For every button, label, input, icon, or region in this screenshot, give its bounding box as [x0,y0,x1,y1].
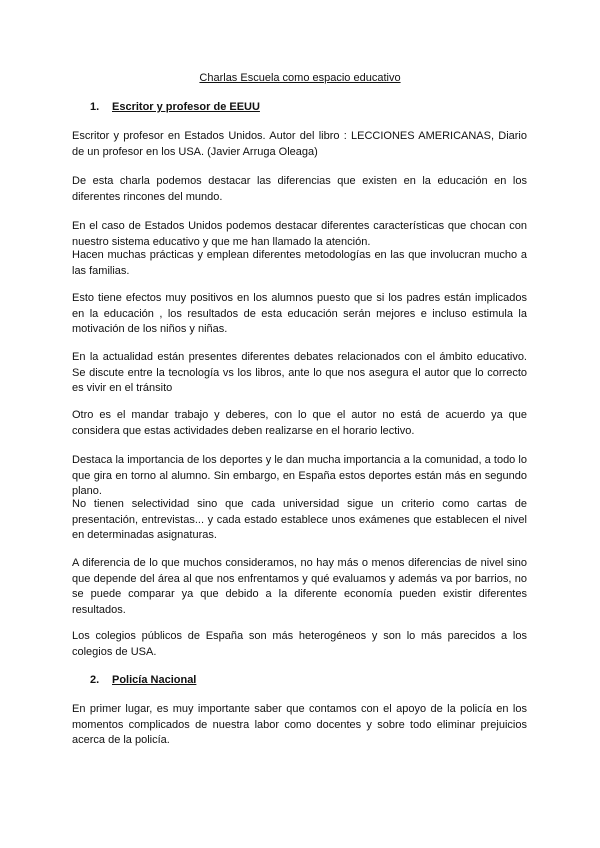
paragraph: No tienen selectividad sino que cada universidad sigue un criterio como cartas de presentación, entrevistas... y cada estado establece unos exámenes que establecen el nivel en determinadas asignaturas. [72,498,527,541]
paragraph: A diferencia de lo que muchos consideramos, no hay más o menos diferencias de nivel sino que depende del área al que nos enfrentamos y qué evaluamos y además va por barrios, no se puede comparar ya que debido a la diferente economía pueden existir diferentes resultados. [72,557,527,616]
paragraph: En la actualidad están presentes diferentes debates relacionados con el ámbito educativo. Se discute entre la tecnología vs los libros, ante lo que nos asegura el autor que lo correcto es vivir en el tránsito [72,351,527,394]
document-title: Charlas Escuela como espacio educativo [199,72,401,84]
section-number: 1. [90,101,100,113]
paragraph: Esto tiene efectos muy positivos en los alumnos puesto que si los padres están implicados en la educación , los resultados de esta educación serán mejores e incluso estimula la motivación de los niños y niñas. [72,292,527,335]
paragraph: En el caso de Estados Unidos podemos destacar diferentes características que chocan con nuestro sistema educativo y que me han llamado la atención. [72,220,527,248]
section-heading-1 [90,101,260,113]
paragraph: Hacen muchas prácticas y emplean diferentes metodologías en las que involucran mucho a las familias. [72,249,527,277]
paragraph: Otro es el mandar trabajo y deberes, con lo que el autor no está de acuerdo ya que considera que estas actividades deben realizarse en el horario lectivo. [72,409,527,437]
section-title: Escritor y profesor de EEUU [112,101,260,113]
paragraph: Escritor y profesor en Estados Unidos. Autor del libro : LECCIONES AMERICANAS, Diario de un profesor en los USA. (Javier Arruga Oleaga) [72,130,527,158]
paragraph: Los colegios públicos de España son más heterogéneos y son lo más parecidos a los colegios de USA. [72,630,527,658]
section-number: 2. [90,674,100,686]
section-title: Policía Nacional [112,674,197,686]
section-heading-2 [90,674,196,686]
paragraph: Destaca la importancia de los deportes y le dan mucha importancia a la comunidad, a todo lo que gira en torno al alumno. Sin embargo, en España estos deportes están más en segundo plano. [72,454,527,497]
paragraph: De esta charla podemos destacar las diferencias que existen en la educación en los diferentes rincones del mundo. [72,175,527,203]
paragraph: En primer lugar, es muy importante saber que contamos con el apoyo de la policía en los momentos complicados de nuestra labor como docentes y sobre todo eliminar prejuicios acerca de la policía. [72,703,527,746]
